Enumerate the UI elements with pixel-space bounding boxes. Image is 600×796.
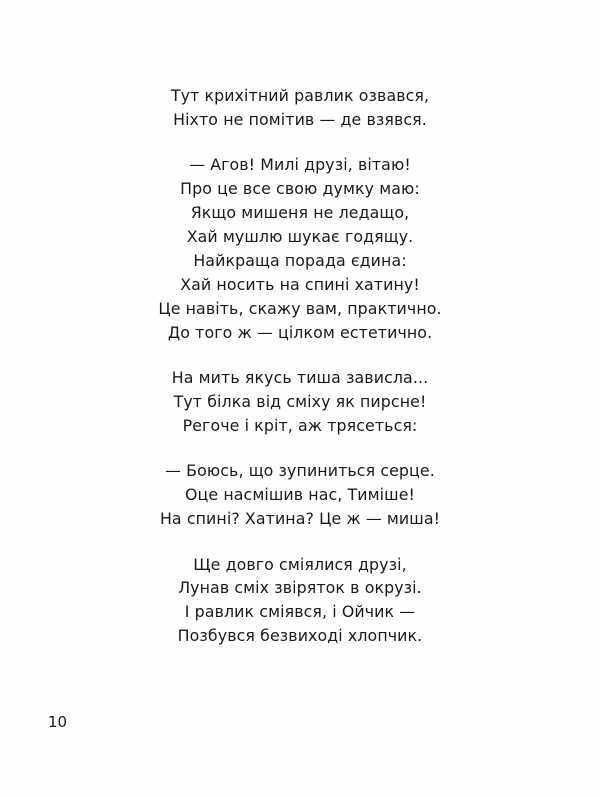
poem-line: Найкраща порада єдина: (193, 250, 407, 270)
poem-line: На спині? Хатина? Це ж — миша! (159, 509, 441, 529)
poem-line: На мить якусь тиша зависла... (171, 368, 429, 388)
stanza-3 (0, 366, 600, 438)
poem-line: Регоче і кріт, аж трясеться: (182, 415, 418, 435)
poem-line: Про це все свою думку маю: (180, 179, 420, 199)
poem-line: Ніхто не помітив — де взявся. (173, 109, 427, 129)
poem-line: Тут білка від сміху як пирсне! (173, 391, 427, 411)
poem-line: Хай мушлю шукає годящу. (186, 227, 414, 247)
stanza-5 (0, 553, 600, 649)
stanza-4 (0, 459, 600, 531)
poem-line: Тут крихітний равлик озвався, (170, 86, 430, 105)
stanza-1 (0, 84, 600, 132)
poem-line: — Агов! Милі друзі, вітаю! (189, 155, 411, 175)
poem-line: До того ж — цілком естетично. (167, 322, 433, 342)
poem-line: Позбувся безвиході хлопчик. (177, 626, 423, 646)
poem-line: Хай носить на спині хатину! (180, 274, 420, 294)
page-number: 10 (48, 713, 68, 731)
poem-line: Лунав сміх звіряток в окрузі. (178, 578, 422, 598)
poem-line: — Боюсь, що зупиниться серце. (165, 461, 435, 481)
poem (0, 84, 600, 670)
stanza-2 (0, 153, 600, 344)
poem-line: І равлик сміявся, і Ойчик — (184, 602, 416, 622)
poem-line: Оце насмішив нас, Тиміше! (185, 485, 415, 505)
poem-line: Ще довго сміялися друзі, (193, 554, 407, 574)
poem-line: Це навіть, скажу вам, практично. (158, 298, 442, 318)
poem-line: Якщо мишеня не ледащо, (190, 203, 410, 223)
